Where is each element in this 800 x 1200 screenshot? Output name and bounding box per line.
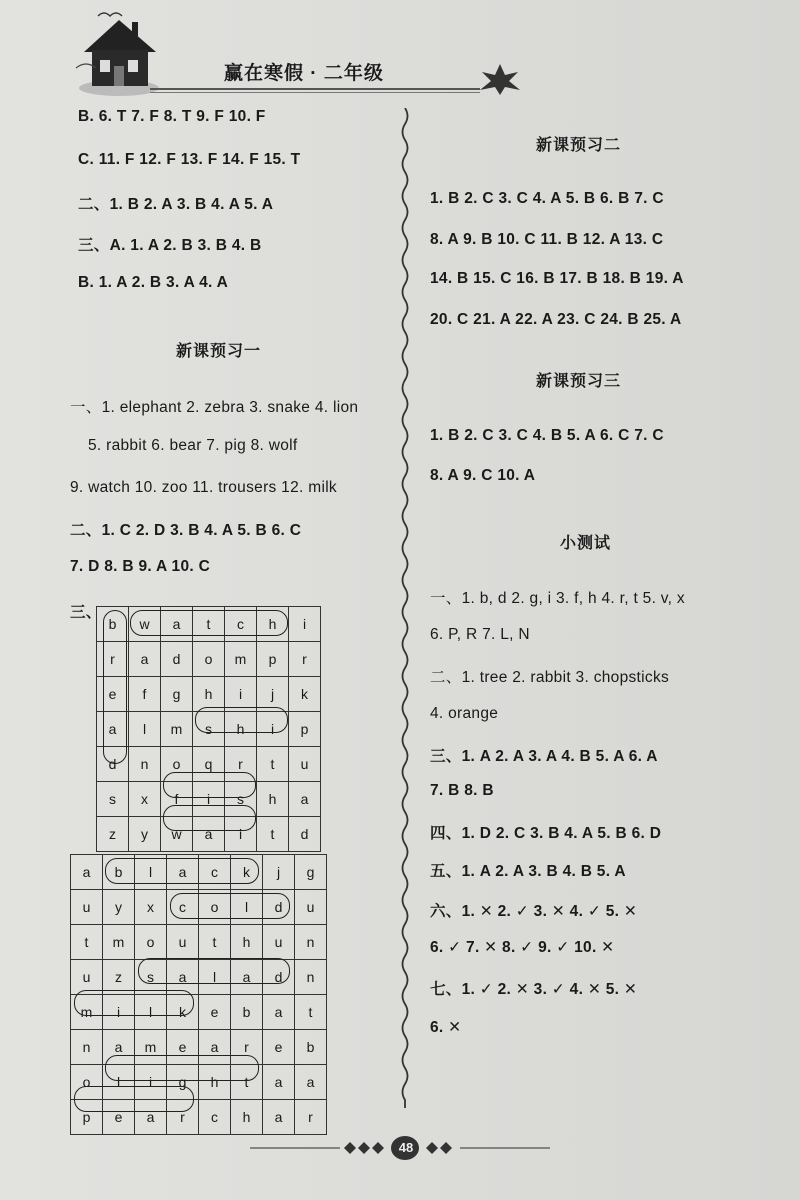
grid-cell: u	[167, 925, 199, 960]
grid-cell: m	[135, 1030, 167, 1065]
answer-line: 8. A 9. B 10. C 11. B 12. A 13. C	[430, 231, 664, 248]
grid-row	[97, 642, 321, 677]
grid-cell: i	[289, 607, 321, 642]
answer-line: 二、1. C 2. D 3. B 4. A 5. B 6. C	[70, 522, 302, 539]
answer-line: 二、1. tree 2. rabbit 3. chopsticks	[430, 669, 670, 686]
grid-row	[71, 925, 327, 960]
grid-cell: w	[161, 817, 193, 852]
circled-word-ship	[195, 707, 288, 733]
grid-cell: n	[129, 747, 161, 782]
grid-cell: w	[129, 607, 161, 642]
circled-word-pear	[74, 1086, 194, 1112]
circled-word-milk	[74, 990, 194, 1016]
circled-word-bread	[103, 610, 127, 764]
grid-cell: s	[193, 712, 225, 747]
answer-line: 6. ✕	[430, 1019, 462, 1036]
section-title-quiz: 小测试	[560, 535, 612, 552]
answer-line: 14. B 15. C 16. B 17. B 18. B 19. A	[430, 270, 684, 287]
grid-cell: g	[295, 855, 327, 890]
answer-line: 9. watch 10. zoo 11. trousers 12. milk	[70, 479, 337, 496]
grid-cell: l	[199, 960, 231, 995]
grid-cell: k	[231, 855, 263, 890]
section-title-preview2: 新课预习二	[536, 137, 622, 154]
answer-line: 三、A. 1. A 2. B 3. B 4. B	[78, 237, 262, 254]
grid-cell: d	[263, 890, 295, 925]
star-decoration-icon	[472, 62, 528, 96]
grid-cell: c	[225, 607, 257, 642]
grid-cell: l	[135, 995, 167, 1030]
grid-cell: a	[167, 855, 199, 890]
grid-cell: g	[167, 1065, 199, 1100]
answer-line: 一、1. b, d 2. g, i 3. f, h 4. r, t 5. v, x	[430, 590, 685, 607]
answer-line: 4. orange	[430, 705, 499, 722]
grid-cell: o	[135, 925, 167, 960]
answer-line: 7. D 8. B 9. A 10. C	[70, 558, 211, 575]
grid-cell: k	[167, 995, 199, 1030]
grid-cell: i	[193, 782, 225, 817]
grid-cell: l	[129, 712, 161, 747]
circled-word-cold	[170, 893, 290, 919]
grid-cell: r	[225, 747, 257, 782]
grid-cell: f	[161, 782, 193, 817]
grid-label: 三、	[70, 604, 102, 621]
grid-cell: e	[263, 1030, 295, 1065]
header-rule	[150, 88, 480, 90]
grid-cell: a	[161, 607, 193, 642]
answer-line: B. 1. A 2. B 3. A 4. A	[78, 274, 229, 291]
grid-cell: k	[289, 677, 321, 712]
grid-cell: j	[263, 855, 295, 890]
section-title-preview1: 新课预习一	[176, 343, 262, 360]
answer-line: 五、1. A 2. A 3. B 4. B 5. A	[430, 863, 626, 880]
grid-cell: o	[71, 1065, 103, 1100]
grid-cell: a	[129, 642, 161, 677]
grid-cell: b	[231, 995, 263, 1030]
grid-cell: e	[97, 677, 129, 712]
grid-cell: a	[97, 712, 129, 747]
answer-line: 1. B 2. C 3. C 4. A 5. B 6. B 7. C	[430, 190, 664, 207]
grid-cell: h	[193, 677, 225, 712]
grid-cell: c	[199, 855, 231, 890]
grid-cell: a	[295, 1065, 327, 1100]
answer-line: 三、1. A 2. A 3. A 4. B 5. A 6. A	[430, 748, 658, 765]
answer-line: 6. ✓ 7. ✕ 8. ✓ 9. ✓ 10. ✕	[430, 939, 615, 956]
grid-cell: t	[257, 817, 289, 852]
grid-cell: u	[71, 960, 103, 995]
grid-cell: i	[103, 995, 135, 1030]
grid-cell: t	[199, 925, 231, 960]
grid-cell: r	[295, 1100, 327, 1135]
grid-cell: n	[295, 925, 327, 960]
grid-cell: i	[225, 817, 257, 852]
grid-cell: a	[135, 1100, 167, 1135]
grid-cell: l	[103, 1065, 135, 1100]
grid-cell: r	[231, 1030, 263, 1065]
grid-cell: j	[257, 677, 289, 712]
answer-line: C. 11. F 12. F 13. F 14. F 15. T	[78, 151, 301, 168]
grid-cell: u	[263, 925, 295, 960]
grid-cell: p	[289, 712, 321, 747]
page-title: 赢在寒假 · 二年级	[224, 63, 384, 84]
grid-cell: g	[161, 677, 193, 712]
grid-cell: q	[193, 747, 225, 782]
grid-cell: d	[263, 960, 295, 995]
grid-cell: b	[295, 1030, 327, 1065]
grid-cell: m	[225, 642, 257, 677]
grid-cell: a	[193, 817, 225, 852]
answer-line: B. 6. T 7. F 8. T 9. F 10. F	[78, 108, 266, 125]
grid-cell: s	[97, 782, 129, 817]
grid-cell: i	[135, 1065, 167, 1100]
grid-cell: e	[167, 1030, 199, 1065]
grid-cell: b	[97, 607, 129, 642]
answer-line: 1. B 2. C 3. C 4. B 5. A 6. C 7. C	[430, 427, 664, 444]
grid-cell: t	[295, 995, 327, 1030]
grid-cell: s	[135, 960, 167, 995]
grid-cell: d	[161, 642, 193, 677]
answer-line: 四、1. D 2. C 3. B 4. A 5. B 6. D	[430, 825, 662, 842]
answer-line: 5. rabbit 6. bear 7. pig 8. wolf	[88, 437, 298, 454]
grid-cell: u	[295, 890, 327, 925]
grid-cell: m	[71, 995, 103, 1030]
grid-cell: b	[103, 855, 135, 890]
circled-word-salad	[138, 958, 290, 984]
grid-cell: r	[289, 642, 321, 677]
grid-cell: t	[71, 925, 103, 960]
answer-line: 20. C 21. A 22. A 23. C 24. B 25. A	[430, 311, 682, 328]
answer-line: 6. P, R 7. L, N	[430, 626, 530, 643]
header-rule-thin	[150, 92, 480, 93]
circled-word-wait	[163, 805, 256, 831]
grid-cell: o	[199, 890, 231, 925]
grid-cell: h	[199, 1065, 231, 1100]
grid-cell: t	[257, 747, 289, 782]
column-divider	[398, 108, 412, 1108]
grid-cell: l	[231, 890, 263, 925]
grid-cell: p	[257, 642, 289, 677]
grid-cell: a	[263, 1100, 295, 1135]
grid-cell: t	[193, 607, 225, 642]
grid-cell: a	[103, 1030, 135, 1065]
grid-cell: s	[225, 782, 257, 817]
grid-cell: y	[103, 890, 135, 925]
grid-cell: i	[257, 712, 289, 747]
grid-cell: z	[103, 960, 135, 995]
grid-cell: r	[97, 642, 129, 677]
grid-cell: p	[71, 1100, 103, 1135]
grid-cell: d	[289, 817, 321, 852]
grid-cell: a	[71, 855, 103, 890]
circled-word-black	[105, 858, 259, 884]
grid-cell: f	[129, 677, 161, 712]
grid-cell: z	[97, 817, 129, 852]
grid-cell: a	[199, 1030, 231, 1065]
grid-cell: t	[231, 1065, 263, 1100]
circled-word-light	[105, 1055, 259, 1081]
grid-cell: l	[135, 855, 167, 890]
grid-cell: u	[71, 890, 103, 925]
grid-cell: u	[289, 747, 321, 782]
circled-word-watch	[130, 610, 288, 636]
grid-cell: i	[225, 677, 257, 712]
grid-cell: a	[231, 960, 263, 995]
grid-cell: e	[199, 995, 231, 1030]
grid-cell: a	[263, 995, 295, 1030]
answer-line: 7. B 8. B	[430, 782, 494, 799]
grid-cell: h	[225, 712, 257, 747]
answer-line: 六、1. ✕ 2. ✓ 3. ✕ 4. ✓ 5. ✕	[430, 903, 638, 920]
answer-line: 一、1. elephant 2. zebra 3. snake 4. lion	[70, 399, 359, 416]
page-header	[0, 0, 800, 110]
page-number: 48	[398, 1140, 414, 1155]
grid-cell: y	[129, 817, 161, 852]
circled-word-fish	[163, 772, 256, 798]
grid-cell: x	[129, 782, 161, 817]
grid-cell: n	[71, 1030, 103, 1065]
grid-cell: e	[103, 1100, 135, 1135]
grid-cell: a	[263, 1065, 295, 1100]
grid-cell: m	[103, 925, 135, 960]
grid-cell: h	[231, 925, 263, 960]
grid-cell: a	[289, 782, 321, 817]
grid-cell: m	[161, 712, 193, 747]
grid-cell: h	[257, 607, 289, 642]
grid-cell: n	[295, 960, 327, 995]
answer-line: 二、1. B 2. A 3. B 4. A 5. A	[78, 196, 274, 213]
grid-cell: o	[161, 747, 193, 782]
section-title-preview3: 新课预习三	[536, 373, 622, 390]
grid-cell: c	[167, 890, 199, 925]
house-illustration-icon	[74, 8, 164, 100]
grid-cell: o	[193, 642, 225, 677]
grid-cell: h	[231, 1100, 263, 1135]
grid-cell: x	[135, 890, 167, 925]
grid-cell: d	[97, 747, 129, 782]
grid-cell: r	[167, 1100, 199, 1135]
answer-line: 8. A 9. C 10. A	[430, 467, 536, 484]
grid-cell: c	[199, 1100, 231, 1135]
grid-cell: a	[167, 960, 199, 995]
grid-cell: h	[257, 782, 289, 817]
answer-line: 七、1. ✓ 2. ✕ 3. ✓ 4. ✕ 5. ✕	[430, 981, 638, 998]
